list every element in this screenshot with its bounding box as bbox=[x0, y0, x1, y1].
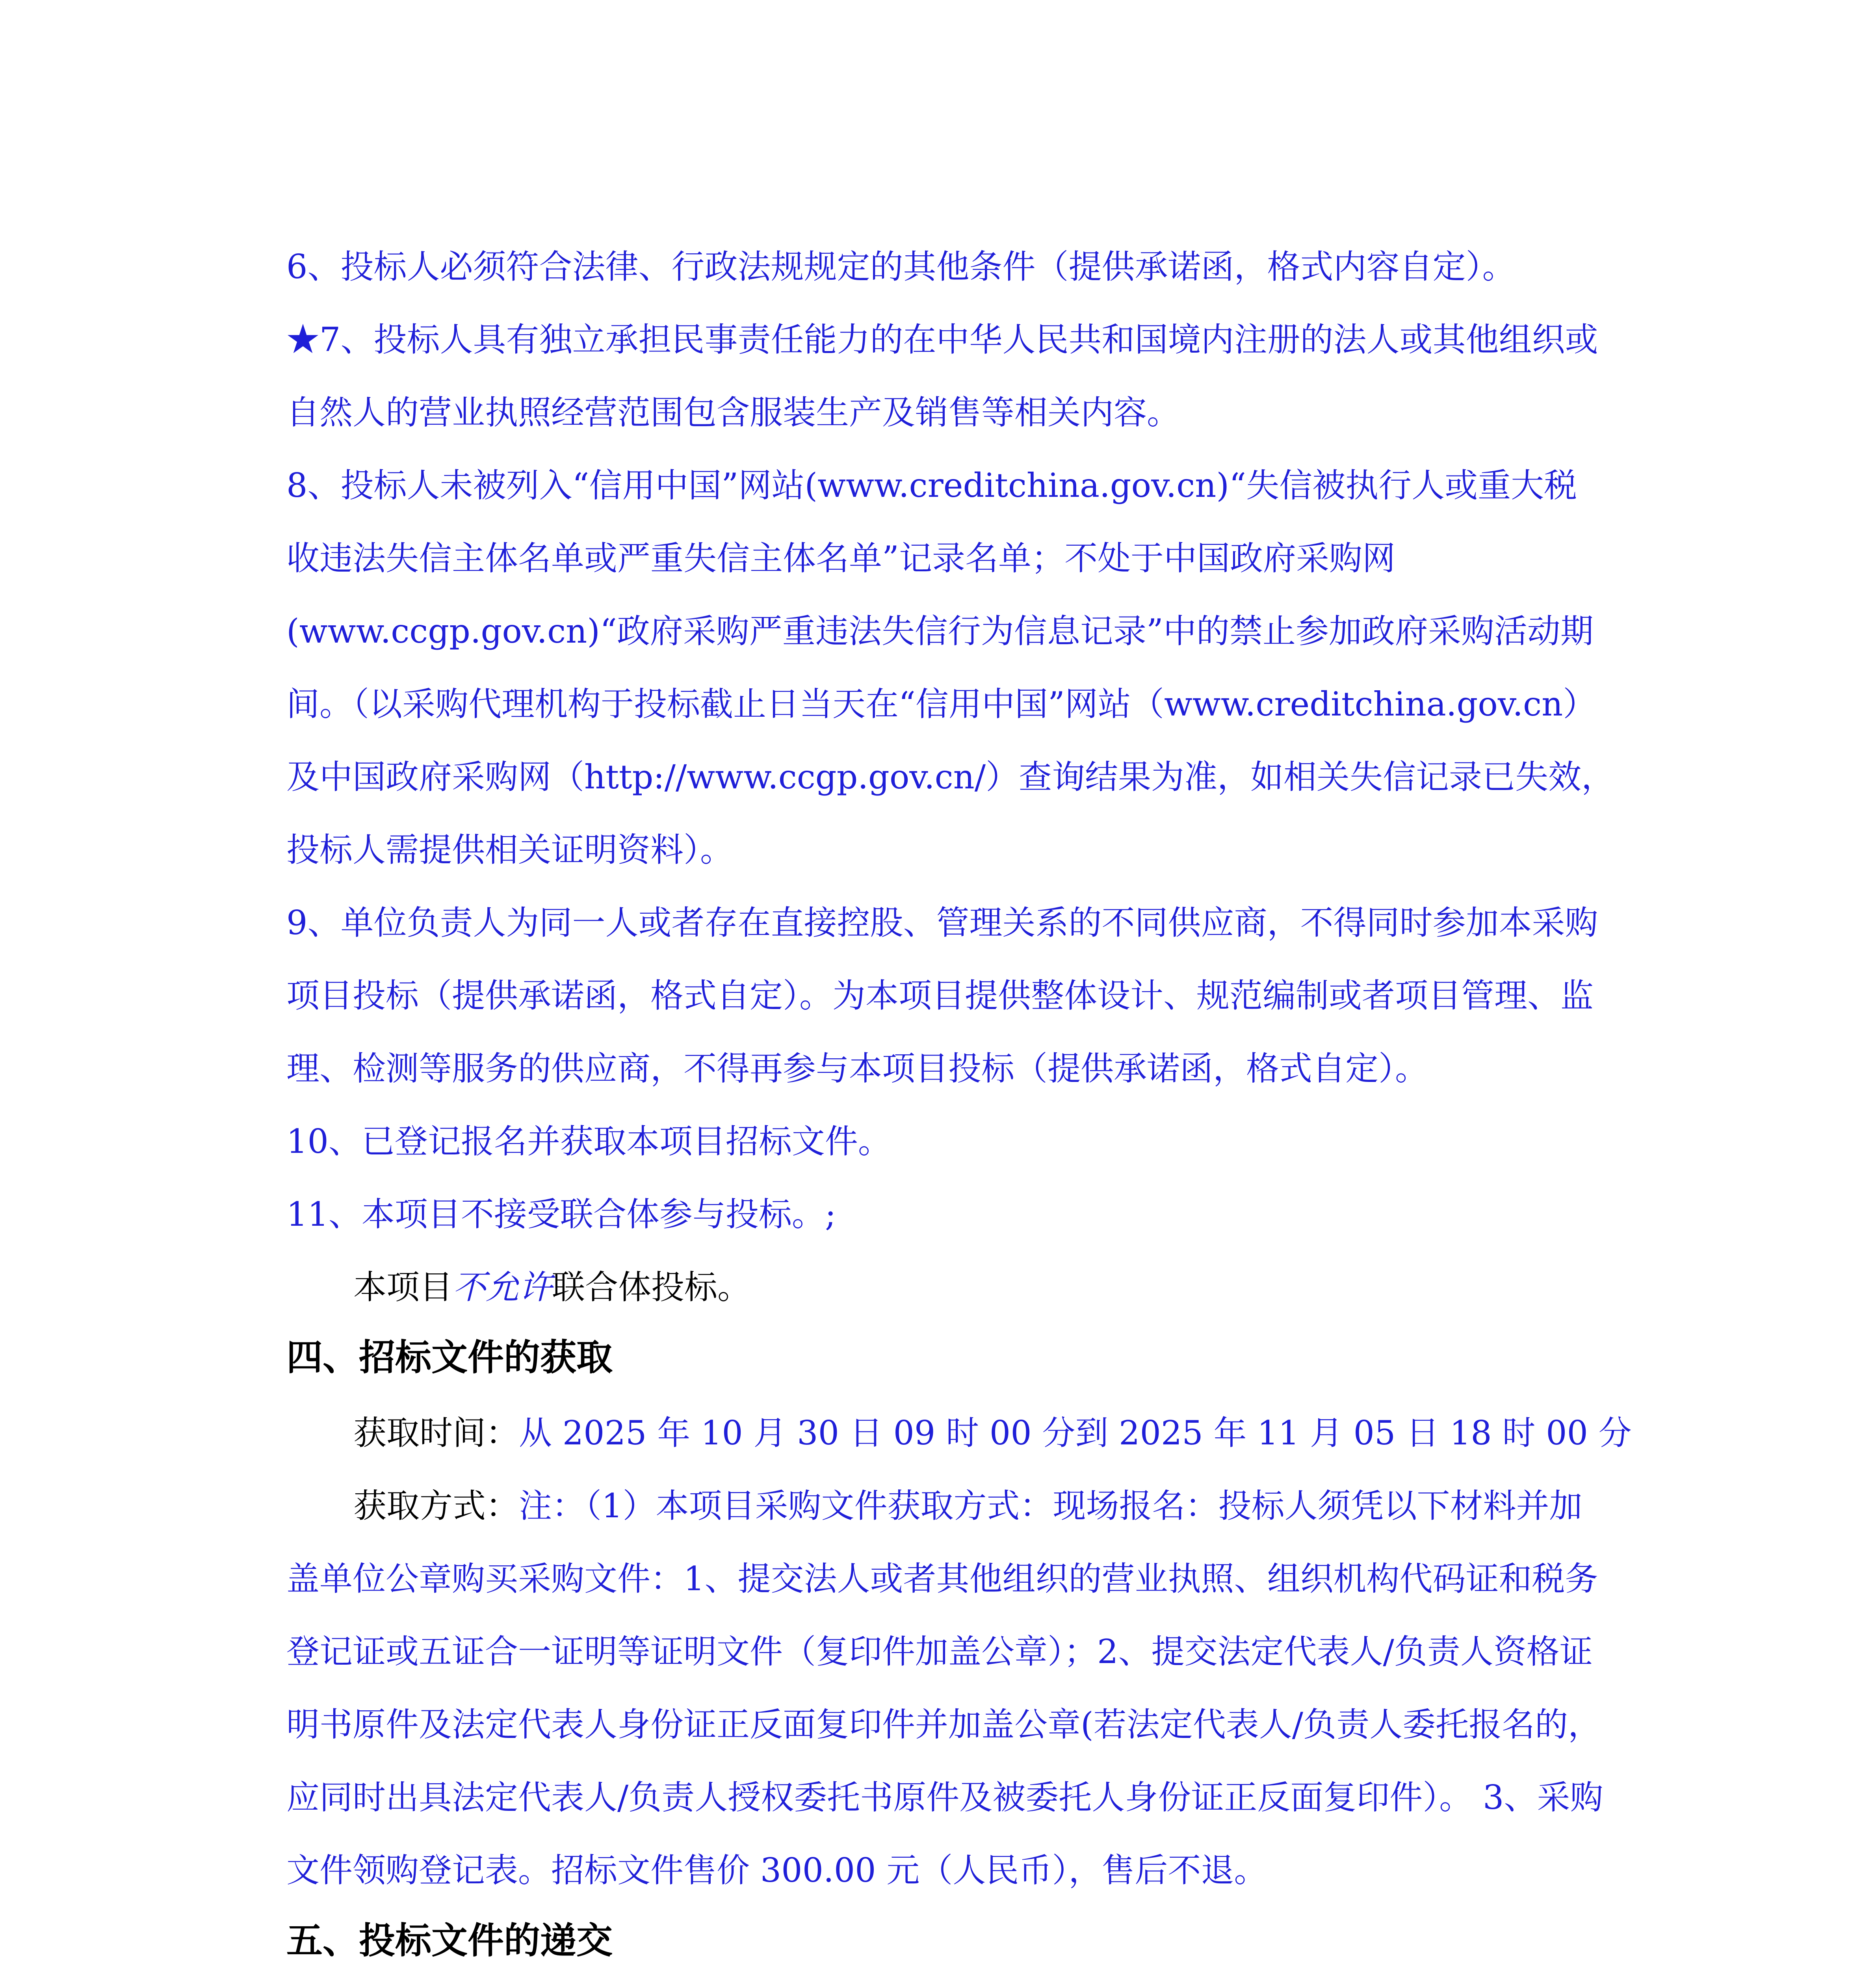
acquisition-method-text-1: 注：（1）本项目采购文件获取方式：现场报名：投标人须凭以下材料并加 bbox=[519, 1487, 1583, 1525]
requirement-10: 10、已登记报名并获取本项目招标文件。 bbox=[286, 1122, 891, 1161]
acquisition-time-label: 获取时间： bbox=[353, 1414, 519, 1452]
consortium-prefix: 本项目 bbox=[353, 1268, 453, 1307]
requirement-11: 11、本项目不接受联合体参与投标。; bbox=[286, 1195, 836, 1234]
requirement-8-line-4: 间。（以采购代理机构于投标截止日当天在“信用中国”网站（www.creditchina.gov.cn） bbox=[286, 685, 1596, 723]
section-5-heading: 五、投标文件的递交 bbox=[286, 1920, 613, 1962]
section-4-heading: 四、招标文件的获取 bbox=[286, 1336, 613, 1379]
requirement-8-line-5: 及中国政府采购网（http://www.ccgp.gov.cn/）查询结果为准，如相关失信记录已失效， bbox=[286, 758, 1615, 796]
requirement-8-line-3: (www.ccgp.gov.cn)“政府采购严重违法失信行为信息记录”中的禁止参加政府采购活动期 bbox=[286, 612, 1594, 650]
acquisition-method-line-5: 应同时出具法定代表人/负责人授权委托书原件及被委托人身份证正反面复印件）。 3、采购 bbox=[286, 1778, 1603, 1817]
acquisition-time bbox=[353, 1411, 1632, 1455]
consortium-value: 不允许 bbox=[453, 1268, 552, 1307]
requirement-9-line-2: 项目投标（提供承诺函，格式自定）。为本项目提供整体设计、规范编制或者项目管理、监 bbox=[286, 976, 1594, 1015]
requirement-9-line-1: 9、单位负责人为同一人或者存在直接控股、管理关系的不同供应商，不得同时参加本采购 bbox=[286, 903, 1598, 942]
acquisition-method-line-1 bbox=[353, 1484, 1582, 1528]
acquisition-method-line-4: 明书原件及法定代表人身份证正反面复印件并加盖公章(若法定代表人/负责人委托报名的， bbox=[286, 1705, 1601, 1744]
consortium-suffix: 联合体投标。 bbox=[552, 1268, 751, 1307]
consortium-statement bbox=[353, 1266, 750, 1309]
requirement-6: 6、投标人必须符合法律、行政法规规定的其他条件（提供承诺函，格式内容自定）。 bbox=[286, 247, 1516, 286]
acquisition-method-label: 获取方式： bbox=[353, 1487, 519, 1525]
acquisition-method-line-2: 盖单位公章购买采购文件：1、提交法人或者其他组织的营业执照、组织机构代码证和税务 bbox=[286, 1559, 1598, 1598]
requirement-8-line-2: 收违法失信主体名单或严重失信主体名单”记录名单；不处于中国政府采购网 bbox=[286, 539, 1395, 578]
acquisition-time-value: 从 2025 年 10 月 30 日 09 时 00 分到 2025 年 11 月 05 日 18 时 00 分 bbox=[519, 1414, 1632, 1452]
acquisition-method-line-3: 登记证或五证合一证明等证明文件（复印件加盖公章）；2、提交法定代表人/负责人资格证 bbox=[286, 1632, 1593, 1671]
requirement-8-line-1: 8、投标人未被列入“信用中国”网站(www.creditchina.gov.cn)“失信被执行人或重大税 bbox=[286, 466, 1577, 505]
requirement-7-line-2: 自然人的营业执照经营范围包含服装生产及销售等相关内容。 bbox=[286, 393, 1180, 432]
requirement-9-line-3: 理、检测等服务的供应商，不得再参与本项目投标（提供承诺函，格式自定）。 bbox=[286, 1049, 1428, 1088]
requirement-8-line-6: 投标人需提供相关证明资料）。 bbox=[286, 831, 734, 869]
requirement-7-line-1: ★7、投标人具有独立承担民事责任能力的在中华人民共和国境内注册的法人或其他组织或 bbox=[286, 320, 1598, 359]
acquisition-method-line-6: 文件领购登记表。招标文件售价 300.00 元（人民币），售后不退。 bbox=[286, 1851, 1267, 1890]
